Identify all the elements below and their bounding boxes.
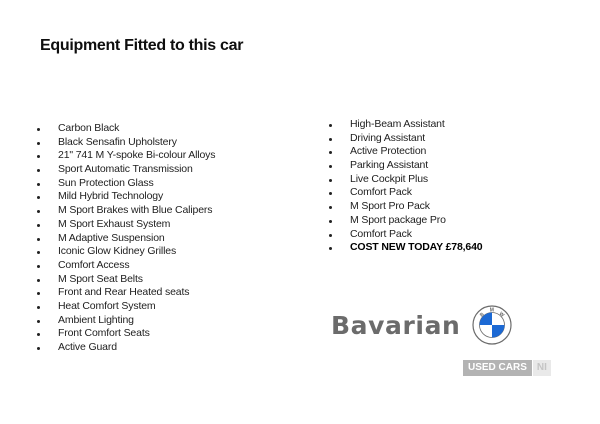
list-item: Comfort Pack [328, 228, 482, 242]
list-item: Ambient Lighting [36, 314, 215, 328]
bullet-icon [329, 151, 332, 154]
list-item: Iconic Glow Kidney Grilles [36, 245, 215, 259]
region-label: NI [533, 360, 551, 376]
list-item: Comfort Access [36, 259, 215, 273]
equipment-list-left [36, 122, 215, 355]
list-item: M Sport Seat Belts [36, 273, 215, 287]
list-item: Parking Assistant [328, 159, 482, 173]
bullet-icon [37, 210, 40, 213]
list-item: M Sport Pro Pack [328, 200, 482, 214]
list-item: Sport Automatic Transmission [36, 163, 215, 177]
bullet-icon [37, 333, 40, 336]
dealer-logo [331, 305, 512, 345]
bullet-icon [37, 306, 40, 309]
cost-new-today: COST NEW TODAY £78,640 [328, 241, 482, 255]
list-item: Heat Comfort System [36, 300, 215, 314]
list-item: Active Guard [36, 341, 215, 355]
list-item: Black Sensafin Upholstery [36, 136, 215, 150]
list-item: 21" 741 M Y-spoke Bi-colour Alloys [36, 149, 215, 163]
bullet-icon [37, 183, 40, 186]
bullet-icon [37, 224, 40, 227]
bullet-icon [329, 179, 332, 182]
bullet-icon [37, 265, 40, 268]
used-cars-label: USED CARS [463, 360, 532, 376]
list-item: M Sport Exhaust System [36, 218, 215, 232]
list-item: Comfort Pack [328, 186, 482, 200]
bullet-icon [37, 251, 40, 254]
bullet-icon [37, 238, 40, 241]
list-item: High-Beam Assistant [328, 118, 482, 132]
bullet-icon [329, 206, 332, 209]
list-item: Live Cockpit Plus [328, 173, 482, 187]
bullet-icon [37, 320, 40, 323]
list-item: Front Comfort Seats [36, 327, 215, 341]
list-item: Driving Assistant [328, 132, 482, 146]
bullet-icon [37, 155, 40, 158]
bullet-icon [329, 220, 332, 223]
list-item: Mild Hybrid Technology [36, 190, 215, 204]
page-title: Equipment Fitted to this car [40, 37, 244, 54]
list-item: M Sport package Pro [328, 214, 482, 228]
bullet-icon [37, 279, 40, 282]
bullet-icon [329, 138, 332, 141]
bullet-icon [329, 247, 332, 250]
roundel-letter-w: W [498, 310, 506, 319]
bullet-icon [329, 192, 332, 195]
list-item: M Adaptive Suspension [36, 232, 215, 246]
bullet-icon [37, 142, 40, 145]
bullet-icon [37, 347, 40, 350]
roundel-letter-b: B [479, 311, 487, 319]
list-item: Sun Protection Glass [36, 177, 215, 191]
bullet-icon [37, 128, 40, 131]
bullet-icon [329, 165, 332, 168]
used-cars-badge [463, 360, 551, 376]
list-item: Front and Rear Heated seats [36, 286, 215, 300]
bullet-icon [329, 234, 332, 237]
dealer-name: Bavarian [331, 310, 461, 340]
bullet-icon [37, 292, 40, 295]
bullet-icon [329, 124, 332, 127]
roundel-letter-m: M [490, 307, 495, 314]
bmw-roundel-icon [472, 305, 512, 345]
list-item: M Sport Brakes with Blue Calipers [36, 204, 215, 218]
list-item: Carbon Black [36, 122, 215, 136]
list-item: Active Protection [328, 145, 482, 159]
bullet-icon [37, 196, 40, 199]
bullet-icon [37, 169, 40, 172]
equipment-list-right [328, 118, 482, 255]
